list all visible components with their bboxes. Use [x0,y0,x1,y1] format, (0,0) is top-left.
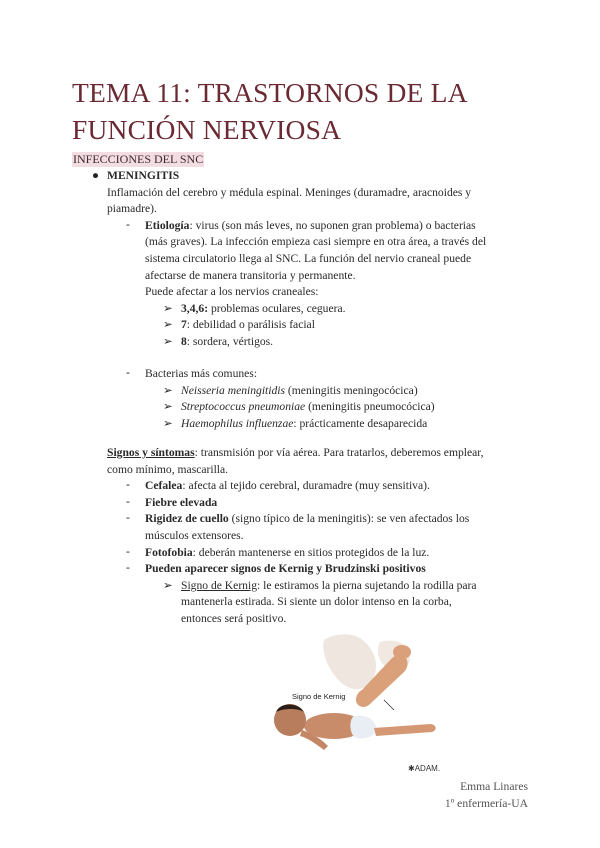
arrow-bullet: ➢ [163,416,173,430]
arrow-bullet: ➢ [163,383,173,397]
rigidez-item: Rigidez de cuello (signo típico de la meningitis): se ven afectados los [145,512,470,526]
etiologia-line-1: Etiología: virus (son más leves, no suponen gran problema) o bacterias [145,218,476,232]
page-title: TEMA 11: TRASTORNOS DE LA FUNCIÓN NERVIOSA [72,77,467,145]
kernig-line-1: Signo de Kernig: le estiramos la pierna sujetando la rodilla para [181,578,477,592]
meningitis-intro-1: Inflamación del cerebro y médula espinal. Meninges (duramadre, aracnoides y [107,185,472,199]
bacterias-label: Bacterias más comunes: [145,367,258,380]
foot [393,645,411,659]
arrow-bullet: ➢ [163,318,173,332]
nervio-item: 7: debilidad o parálisis facial [181,318,315,332]
kernig-illustration-svg [262,632,440,762]
etiologia-line-5: Puede afectar a los nervios craneales: [145,285,319,299]
bacteria-item: Neisseria meningitidis (meningitis meningocócica) [181,383,418,397]
etiologia-line-3: sistema circulatorio llega al SNC. La función del nervio craneal puede [145,252,472,265]
nervio-item: 3,4,6: problemas oculares, ceguera. [181,301,346,315]
dash: - [126,544,130,558]
arrow-bullet: ➢ [163,301,173,315]
etiologia-line-2: (más graves). La infección empieza casi siempre en otra área, a través del [145,235,487,249]
arrow-bullet: ➢ [163,400,173,414]
kernig-heading: Pueden aparecer signos de Kernig y Brudzinski positivos [145,562,426,576]
bullet-dot: ● [92,169,100,182]
dash: - [126,478,130,492]
dash: - [126,511,130,525]
straight-leg [374,724,436,736]
fiebre-item: Fiebre elevada [145,495,218,509]
examiner-arm [323,634,376,689]
nervio-item: 8: sordera, vértigos. [181,335,274,348]
signos-line-1: Signos y síntomas: transmisión por vía aérea. Para tratarlos, deberemos emplear, [107,446,484,459]
bacteria-item: Streptococcus pneumoniae (meningitis pneumocócica) [181,400,435,414]
adam-logo: ✱ADAM. [408,764,441,773]
arrow-bullet: ➢ [163,578,173,592]
kernig-line-2: mantenerla estirada. Si siente un dolor intenso en la corba, [181,595,452,609]
rigidez-item-2: músculos extensores. [145,529,244,542]
signos-line-2: como mínimo, mascarilla. [107,462,229,476]
cefalea-item: Cefalea: afecta al tejido cerebral, duramadre (muy sensitiva). [145,479,430,493]
meningitis-heading: MENINGITIS [107,169,180,182]
dash: - [126,561,130,575]
dash: - [126,217,130,231]
pointer-line [384,700,394,710]
footer-course: 1º enfermería-UA [444,797,528,810]
dash: - [126,366,130,379]
bacteria-item: Haemophilus influenzae: prácticamente desaparecida [181,416,428,430]
footer-author: Emma Linares [460,780,528,793]
kernig-line-3: entonces será positivo. [181,612,287,625]
fotofobia-item: Fotofobia: deberán mantenerse en sitios protegidos de la luz. [145,545,430,559]
kernig-sign-illustration [262,632,440,762]
etiologia-line-4: afectarse de manera transitoria y permanente. [145,268,356,282]
arrow-bullet: ➢ [163,335,173,348]
diaper [350,716,376,739]
illustration-caption: Signo de Kernig [292,692,346,701]
section-heading: INFECCIONES DEL SNC [73,152,204,166]
meningitis-intro-2: piamadre). [107,202,157,216]
dash: - [126,494,130,508]
